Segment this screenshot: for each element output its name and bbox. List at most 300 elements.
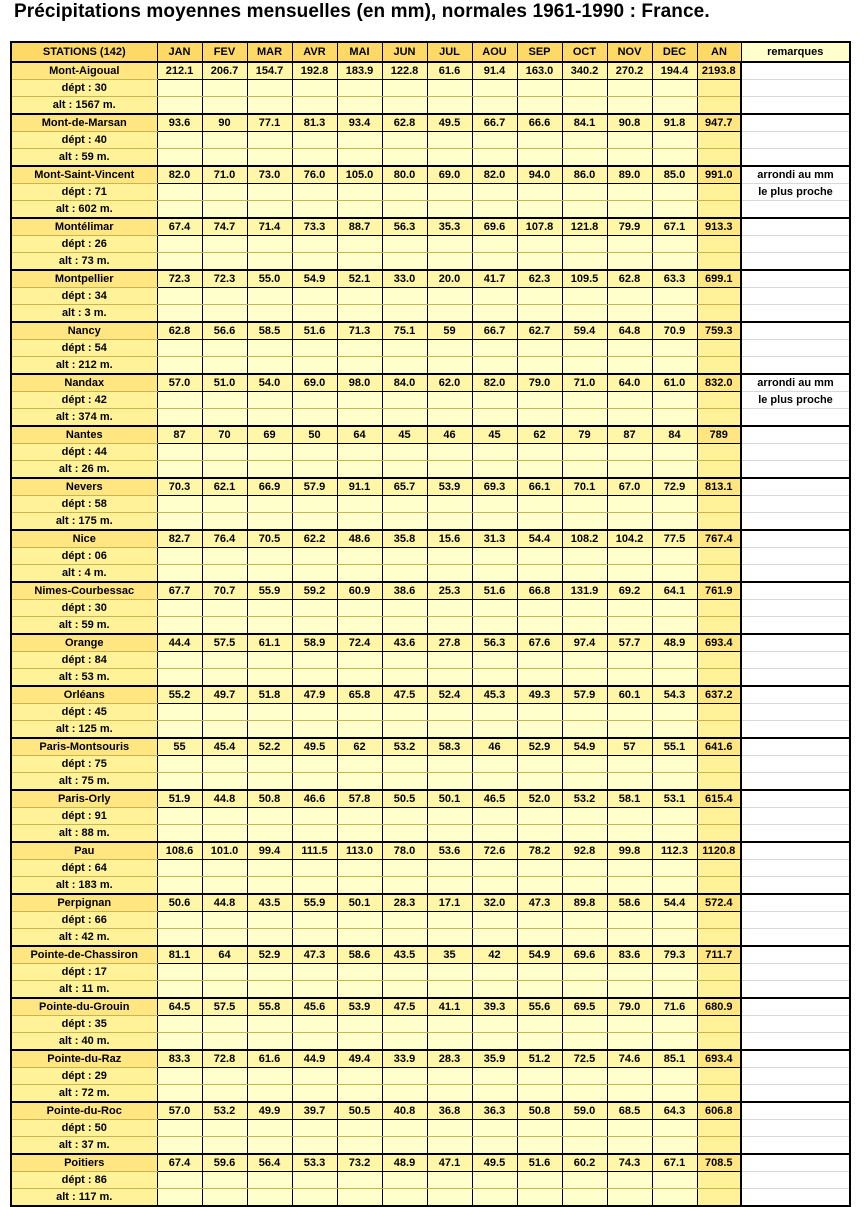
remark-cell	[741, 288, 850, 305]
empty-cell	[517, 1137, 562, 1155]
month-value: 64	[202, 946, 247, 964]
empty-cell	[292, 617, 337, 635]
empty-cell	[382, 565, 427, 583]
month-value: 73.3	[292, 218, 337, 236]
empty-cell	[741, 513, 850, 531]
month-value: 50	[292, 426, 337, 444]
annual-value: 759.3	[697, 322, 741, 340]
empty-cell	[517, 496, 562, 513]
empty-cell	[517, 236, 562, 253]
month-value: 122.8	[382, 62, 427, 80]
empty-cell	[562, 513, 607, 531]
station-dept: dépt : 50	[11, 1120, 157, 1137]
remark-cell	[741, 1154, 850, 1172]
empty-cell	[337, 912, 382, 929]
month-value: 62.3	[517, 270, 562, 288]
empty-cell	[562, 929, 607, 947]
station-dept: dépt : 45	[11, 704, 157, 721]
empty-cell	[382, 669, 427, 687]
station-row	[11, 842, 850, 860]
empty-cell	[472, 600, 517, 617]
empty-cell	[247, 773, 292, 791]
month-value: 64.8	[607, 322, 652, 340]
month-value: 70.5	[247, 530, 292, 548]
station-altitude: alt : 37 m.	[11, 1137, 157, 1155]
empty-cell	[741, 981, 850, 999]
empty-cell	[157, 80, 202, 97]
empty-cell	[517, 877, 562, 895]
empty-cell	[337, 357, 382, 375]
month-value: 90.8	[607, 114, 652, 132]
month-value: 66.1	[517, 478, 562, 496]
empty-cell	[292, 340, 337, 357]
empty-cell	[247, 1189, 292, 1207]
empty-cell	[472, 444, 517, 461]
empty-cell	[427, 773, 472, 791]
month-value: 49.9	[247, 1102, 292, 1120]
station-alt-row	[11, 773, 850, 791]
empty-cell	[607, 184, 652, 201]
month-value: 67.1	[652, 218, 697, 236]
empty-cell	[517, 392, 562, 409]
month-value: 67.1	[652, 1154, 697, 1172]
empty-cell	[562, 964, 607, 981]
empty-cell	[427, 184, 472, 201]
empty-cell	[607, 669, 652, 687]
empty-cell	[202, 1085, 247, 1103]
empty-cell	[427, 808, 472, 825]
station-row	[11, 1154, 850, 1172]
empty-cell	[292, 357, 337, 375]
empty-cell	[382, 652, 427, 669]
station-dept: dépt : 35	[11, 1016, 157, 1033]
month-value: 84.1	[562, 114, 607, 132]
empty-cell	[247, 860, 292, 877]
precipitation-table	[10, 41, 851, 1207]
month-value: 67.4	[157, 1154, 202, 1172]
month-value: 57.0	[157, 374, 202, 392]
station-altitude: alt : 40 m.	[11, 1033, 157, 1051]
empty-cell	[472, 392, 517, 409]
month-value: 52.9	[517, 738, 562, 756]
empty-cell	[247, 808, 292, 825]
empty-cell	[697, 513, 741, 531]
month-value: 97.4	[562, 634, 607, 652]
empty-cell	[337, 600, 382, 617]
empty-cell	[562, 825, 607, 843]
month-value: 67.0	[607, 478, 652, 496]
month-value: 82.7	[157, 530, 202, 548]
empty-cell	[427, 1172, 472, 1189]
month-value: 62.2	[292, 530, 337, 548]
month-value: 54.3	[652, 686, 697, 704]
empty-cell	[697, 981, 741, 999]
month-value: 66.9	[247, 478, 292, 496]
remark-cell	[741, 634, 850, 652]
empty-cell	[337, 513, 382, 531]
month-value: 112.3	[652, 842, 697, 860]
empty-cell	[697, 340, 741, 357]
empty-cell	[427, 1189, 472, 1207]
station-altitude: alt : 3 m.	[11, 305, 157, 323]
remark-cell	[741, 756, 850, 773]
month-value: 109.5	[562, 270, 607, 288]
station-name: Nandax	[11, 374, 157, 392]
month-value: 85.0	[652, 166, 697, 184]
empty-cell	[517, 357, 562, 375]
empty-cell	[607, 565, 652, 583]
annual-value: 991.0	[697, 166, 741, 184]
empty-cell	[202, 444, 247, 461]
empty-cell	[292, 877, 337, 895]
empty-cell	[697, 1085, 741, 1103]
empty-cell	[337, 877, 382, 895]
empty-cell	[697, 929, 741, 947]
month-value: 69.6	[562, 946, 607, 964]
month-value: 53.2	[202, 1102, 247, 1120]
month-value: 89.0	[607, 166, 652, 184]
month-value: 55.8	[247, 998, 292, 1016]
empty-cell	[382, 825, 427, 843]
month-value: 71.4	[247, 218, 292, 236]
empty-cell	[607, 929, 652, 947]
empty-cell	[472, 860, 517, 877]
empty-cell	[337, 1172, 382, 1189]
month-value: 56.6	[202, 322, 247, 340]
empty-cell	[202, 548, 247, 565]
empty-cell	[292, 721, 337, 739]
station-name: Pointe-du-Roc	[11, 1102, 157, 1120]
empty-cell	[157, 929, 202, 947]
month-value: 47.9	[292, 686, 337, 704]
station-row	[11, 530, 850, 548]
remark-cell	[741, 236, 850, 253]
empty-cell	[562, 305, 607, 323]
station-altitude: alt : 26 m.	[11, 461, 157, 479]
empty-cell	[247, 409, 292, 427]
empty-cell	[697, 600, 741, 617]
empty-cell	[292, 669, 337, 687]
empty-cell	[562, 704, 607, 721]
month-value: 28.3	[427, 1050, 472, 1068]
station-altitude: alt : 72 m.	[11, 1085, 157, 1103]
empty-cell	[337, 1068, 382, 1085]
empty-cell	[247, 721, 292, 739]
station-altitude: alt : 1567 m.	[11, 97, 157, 115]
empty-cell	[562, 1172, 607, 1189]
remark-cell	[741, 1050, 850, 1068]
empty-cell	[697, 201, 741, 219]
month-value: 77.1	[247, 114, 292, 132]
empty-cell	[562, 565, 607, 583]
empty-cell	[292, 981, 337, 999]
empty-cell	[472, 132, 517, 149]
empty-cell	[517, 825, 562, 843]
empty-cell	[652, 97, 697, 115]
empty-cell	[652, 132, 697, 149]
month-value: 54.0	[247, 374, 292, 392]
station-alt-row	[11, 1137, 850, 1155]
month-value: 72.5	[562, 1050, 607, 1068]
empty-cell	[472, 808, 517, 825]
remark-cell	[741, 218, 850, 236]
empty-cell	[337, 652, 382, 669]
month-value: 74.7	[202, 218, 247, 236]
station-dept: dépt : 86	[11, 1172, 157, 1189]
empty-cell	[427, 357, 472, 375]
empty-cell	[157, 132, 202, 149]
station-alt-row	[11, 97, 850, 115]
empty-cell	[562, 877, 607, 895]
empty-cell	[562, 80, 607, 97]
month-value: 99.4	[247, 842, 292, 860]
empty-cell	[652, 860, 697, 877]
empty-cell	[652, 80, 697, 97]
month-value: 43.6	[382, 634, 427, 652]
remark-cell	[741, 496, 850, 513]
month-value: 36.8	[427, 1102, 472, 1120]
month-value: 62.8	[607, 270, 652, 288]
station-row	[11, 322, 850, 340]
header-month: FEV	[202, 42, 247, 62]
month-value: 70.9	[652, 322, 697, 340]
empty-cell	[562, 1120, 607, 1137]
remark-cell	[741, 62, 850, 80]
station-dept: dépt : 26	[11, 236, 157, 253]
empty-cell	[741, 1137, 850, 1155]
empty-cell	[607, 1016, 652, 1033]
empty-cell	[157, 357, 202, 375]
header-month: MAR	[247, 42, 292, 62]
empty-cell	[741, 409, 850, 427]
header-stations: STATIONS (142)	[11, 42, 157, 62]
empty-cell	[247, 981, 292, 999]
empty-cell	[517, 1085, 562, 1103]
station-alt-row	[11, 1189, 850, 1207]
empty-cell	[202, 392, 247, 409]
annual-value: 913.3	[697, 218, 741, 236]
empty-cell	[202, 357, 247, 375]
empty-cell	[292, 305, 337, 323]
station-dept: dépt : 54	[11, 340, 157, 357]
empty-cell	[292, 704, 337, 721]
station-alt-row	[11, 669, 850, 687]
empty-cell	[562, 981, 607, 999]
month-value: 55.0	[247, 270, 292, 288]
month-value: 56.4	[247, 1154, 292, 1172]
annual-value: 761.9	[697, 582, 741, 600]
empty-cell	[202, 288, 247, 305]
month-value: 82.0	[472, 374, 517, 392]
station-altitude: alt : 42 m.	[11, 929, 157, 947]
empty-cell	[202, 201, 247, 219]
station-dept-row	[11, 132, 850, 149]
empty-cell	[741, 1033, 850, 1051]
month-value: 73.2	[337, 1154, 382, 1172]
empty-cell	[382, 756, 427, 773]
month-value: 70.7	[202, 582, 247, 600]
empty-cell	[427, 825, 472, 843]
station-dept-row	[11, 652, 850, 669]
month-value: 77.5	[652, 530, 697, 548]
empty-cell	[562, 461, 607, 479]
month-value: 212.1	[157, 62, 202, 80]
month-value: 163.0	[517, 62, 562, 80]
month-value: 36.3	[472, 1102, 517, 1120]
station-name: Orléans	[11, 686, 157, 704]
annual-value: 641.6	[697, 738, 741, 756]
empty-cell	[517, 721, 562, 739]
month-value: 64	[337, 426, 382, 444]
station-dept-row	[11, 1120, 850, 1137]
empty-cell	[157, 392, 202, 409]
empty-cell	[157, 1172, 202, 1189]
empty-cell	[427, 513, 472, 531]
month-value: 91.4	[472, 62, 517, 80]
station-dept-row	[11, 1172, 850, 1189]
station-name: Pointe-du-Grouin	[11, 998, 157, 1016]
empty-cell	[292, 773, 337, 791]
empty-cell	[382, 617, 427, 635]
month-value: 99.8	[607, 842, 652, 860]
station-row	[11, 426, 850, 444]
station-dept: dépt : 75	[11, 756, 157, 773]
empty-cell	[562, 808, 607, 825]
empty-cell	[652, 652, 697, 669]
empty-cell	[292, 808, 337, 825]
empty-cell	[427, 496, 472, 513]
month-value: 65.8	[337, 686, 382, 704]
month-value: 28.3	[382, 894, 427, 912]
empty-cell	[337, 1120, 382, 1137]
station-alt-row	[11, 461, 850, 479]
annual-value: 699.1	[697, 270, 741, 288]
remark-cell	[741, 270, 850, 288]
empty-cell	[517, 305, 562, 323]
month-value: 33.0	[382, 270, 427, 288]
month-value: 54.9	[517, 946, 562, 964]
empty-cell	[517, 201, 562, 219]
empty-cell	[292, 1016, 337, 1033]
month-value: 54.4	[652, 894, 697, 912]
empty-cell	[607, 340, 652, 357]
empty-cell	[247, 496, 292, 513]
station-row	[11, 1050, 850, 1068]
station-dept: dépt : 84	[11, 652, 157, 669]
month-value: 89.8	[562, 894, 607, 912]
empty-cell	[562, 1189, 607, 1207]
empty-cell	[337, 80, 382, 97]
empty-cell	[157, 964, 202, 981]
month-value: 48.9	[382, 1154, 427, 1172]
month-value: 45.3	[472, 686, 517, 704]
empty-cell	[697, 357, 741, 375]
empty-cell	[337, 409, 382, 427]
month-value: 51.8	[247, 686, 292, 704]
empty-cell	[427, 305, 472, 323]
month-value: 61.6	[427, 62, 472, 80]
empty-cell	[697, 97, 741, 115]
empty-cell	[427, 1033, 472, 1051]
empty-cell	[427, 288, 472, 305]
empty-cell	[562, 1016, 607, 1033]
empty-cell	[382, 877, 427, 895]
empty-cell	[202, 340, 247, 357]
empty-cell	[472, 236, 517, 253]
empty-cell	[382, 201, 427, 219]
empty-cell	[382, 184, 427, 201]
empty-cell	[697, 288, 741, 305]
empty-cell	[292, 1068, 337, 1085]
empty-cell	[562, 253, 607, 271]
station-row	[11, 478, 850, 496]
empty-cell	[562, 184, 607, 201]
station-name: Nimes-Courbessac	[11, 582, 157, 600]
empty-cell	[652, 1085, 697, 1103]
empty-cell	[697, 1016, 741, 1033]
header-month: AVR	[292, 42, 337, 62]
month-value: 93.4	[337, 114, 382, 132]
annual-value: 572.4	[697, 894, 741, 912]
month-value: 69.0	[427, 166, 472, 184]
remark-cell	[741, 1068, 850, 1085]
empty-cell	[652, 496, 697, 513]
empty-cell	[427, 149, 472, 167]
station-dept: dépt : 30	[11, 80, 157, 97]
station-name: Paris-Orly	[11, 790, 157, 808]
empty-cell	[202, 825, 247, 843]
empty-cell	[607, 548, 652, 565]
empty-cell	[517, 652, 562, 669]
annual-value: 606.8	[697, 1102, 741, 1120]
empty-cell	[157, 704, 202, 721]
month-value: 35.9	[472, 1050, 517, 1068]
empty-cell	[427, 461, 472, 479]
empty-cell	[202, 652, 247, 669]
station-alt-row	[11, 825, 850, 843]
empty-cell	[472, 1068, 517, 1085]
empty-cell	[157, 1068, 202, 1085]
station-altitude: alt : 175 m.	[11, 513, 157, 531]
month-value: 67.7	[157, 582, 202, 600]
station-row	[11, 790, 850, 808]
month-value: 43.5	[247, 894, 292, 912]
station-altitude: alt : 73 m.	[11, 253, 157, 271]
remark-cell: le plus proche	[741, 392, 850, 409]
empty-cell	[292, 1137, 337, 1155]
station-dept-row	[11, 860, 850, 877]
empty-cell	[472, 929, 517, 947]
remark-cell	[741, 1102, 850, 1120]
empty-cell	[697, 721, 741, 739]
empty-cell	[382, 513, 427, 531]
month-value: 87	[607, 426, 652, 444]
month-value: 33.9	[382, 1050, 427, 1068]
annual-value: 680.9	[697, 998, 741, 1016]
annual-value: 615.4	[697, 790, 741, 808]
empty-cell	[562, 1137, 607, 1155]
empty-cell	[427, 1068, 472, 1085]
empty-cell	[427, 392, 472, 409]
empty-cell	[382, 149, 427, 167]
empty-cell	[382, 929, 427, 947]
month-value: 47.3	[517, 894, 562, 912]
empty-cell	[337, 1033, 382, 1051]
month-value: 81.3	[292, 114, 337, 132]
empty-cell	[337, 184, 382, 201]
empty-cell	[697, 392, 741, 409]
empty-cell	[607, 149, 652, 167]
